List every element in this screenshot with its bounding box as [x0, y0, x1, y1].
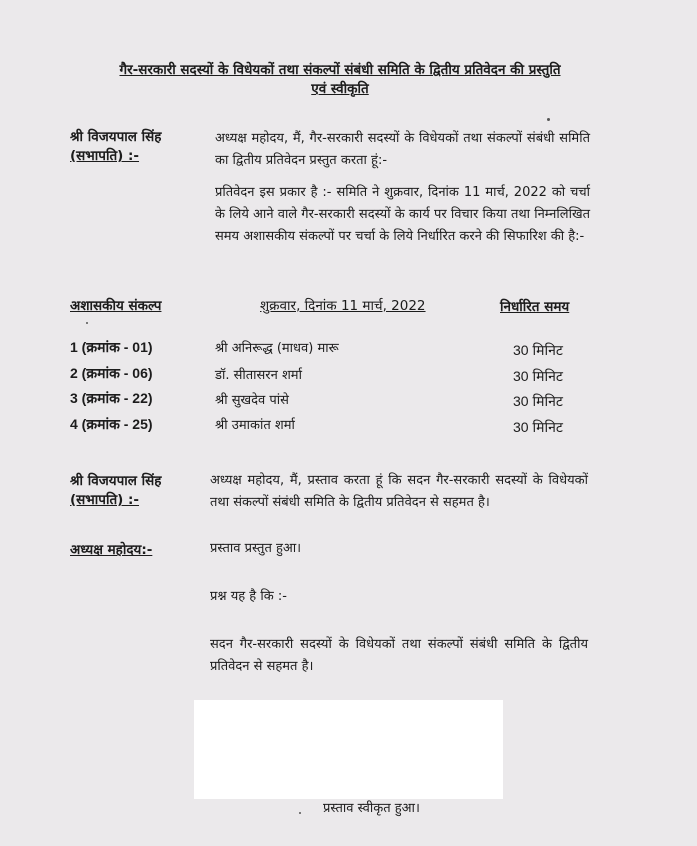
column-header-time: निर्धारित समय	[500, 299, 570, 315]
speaker-name: श्री विजयपाल सिंह	[70, 129, 162, 145]
redacted-box	[194, 700, 503, 799]
motion-accepted-text: प्रस्ताव स्वीकृत हुआ।	[323, 801, 420, 816]
row-serial: 1 (क्रमांक - 01)	[70, 339, 153, 355]
row-time: 30 मिनिट	[513, 393, 563, 409]
paragraph-agreement: सदन गैर-सरकारी सदस्यों के विधेयकों तथा संकल्पों संबंधी समिति के द्वितीय प्रतिवेदन से सहमत है।	[210, 637, 588, 674]
speaker-speaker: अध्यक्ष महोदय:-	[70, 542, 153, 558]
row-time: 30 मिनिट	[513, 342, 563, 358]
row-serial: 2 (क्रमांक - 06)	[70, 365, 153, 381]
speck-mark	[299, 812, 301, 814]
question-text: प्रश्न यह है कि :-	[210, 589, 287, 604]
speck-mark	[86, 322, 88, 324]
row-serial: 3 (क्रमांक - 22)	[70, 390, 153, 406]
document-title-line2: एवं स्वीकृति	[311, 81, 369, 97]
speaker-role: (सभापति) :-	[70, 492, 140, 508]
speaker-name: श्री विजयपाल सिंह	[70, 473, 162, 489]
row-member-name: श्री सुखदेव पांसे	[215, 393, 289, 408]
document-title-line1: गैर-सरकारी सदस्यों के विधेयकों तथा संकल्पों संबंधी समिति के द्वितीय प्रतिवेदन की प्रस्तुति	[119, 62, 561, 78]
row-time: 30 मिनिट	[513, 368, 563, 384]
speck-mark	[547, 118, 550, 121]
motion-presented-text: प्रस्ताव प्रस्तुत हुआ।	[210, 541, 302, 556]
column-header-resolutions: अशासकीय संकल्प	[70, 298, 162, 314]
column-header-date: शुक्रवार, दिनांक 11 मार्च, 2022	[260, 298, 426, 314]
paragraph-motion: अध्यक्ष महोदय, मैं, प्रस्ताव करता हूं कि सदन गैर-सरकारी सदस्यों के विधेयकों तथा संकल्पों संबंधी समिति के द्वितीय प्रतिवेदन से सहमत है।	[210, 473, 588, 510]
row-member-name: डॉ. सीतासरन शर्मा	[215, 368, 302, 383]
row-member-name: श्री अनिरूद्ध (माधव) मारू	[215, 341, 339, 356]
paragraph-report-details: प्रतिवेदन इस प्रकार है :- समिति ने शुक्रवार, दिनांक 11 मार्च, 2022 को चर्चा के लिये आने वाले गैर-सरकारी सदस्यों के कार्य पर विचार किया तथा निम्नलिखित समय अशासकीय संकल्पों पर चर्चा के लिये निर्धारित करने की सिफारिश की है:-	[215, 185, 590, 244]
paragraph-report-presentation: अध्यक्ष महोदय, मैं, गैर-सरकारी सदस्यों के विधेयकों तथा संकल्पों संबंधी समिति का द्वितीय प्रतिवेदन प्रस्तुत करता हूं:-	[215, 131, 590, 168]
row-time: 30 मिनिट	[513, 419, 563, 435]
row-serial: 4 (क्रमांक - 25)	[70, 416, 153, 432]
speaker-role: (सभापति) :-	[70, 148, 140, 164]
row-member-name: श्री उमाकांत शर्मा	[215, 418, 295, 433]
